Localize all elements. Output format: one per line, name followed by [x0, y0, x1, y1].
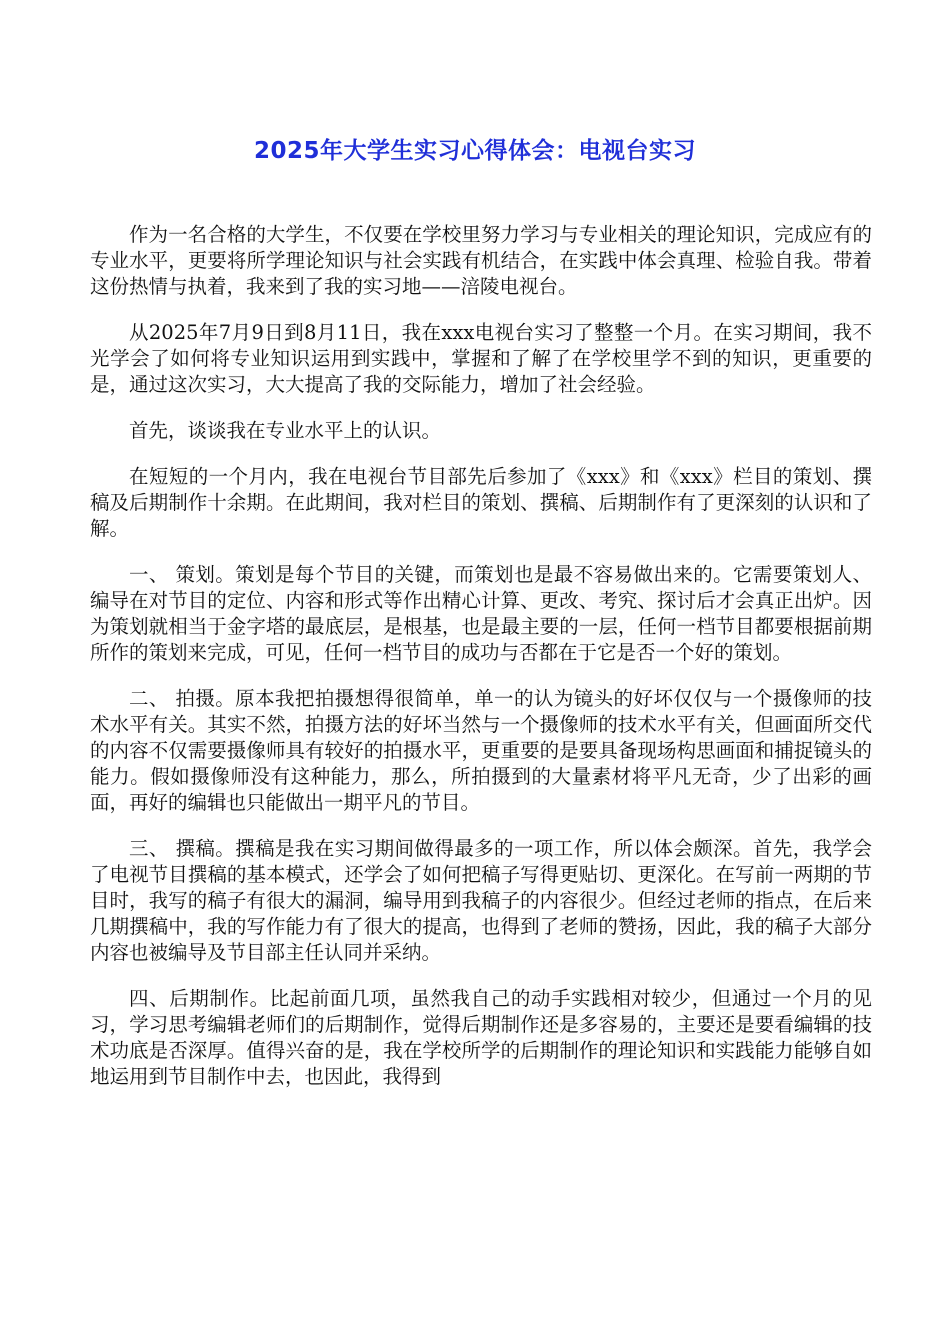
paragraph-intro: 作为一名合格的大学生，不仅要在学校里努力学习与专业相关的理论知识，完成应有的专业水平，更要将所学理论知识与社会实践有机结合，在实践中体会真理、检验自我。带着这份热情与执着，我来到了我的实习地——涪陵电视台。 — [90, 223, 872, 298]
paragraph-first-point: 首先，谈谈我在专业水平上的认识。 — [129, 419, 442, 442]
document-title: 2025年大学生实习心得体会：电视台实习 — [253, 138, 696, 164]
paragraph-internship-period: 从2025年7月9日到8月11日，我在xxx电视台实习了整整一个月。在实习期间，我不光学会了如何将专业知识运用到实践中，掌握和了解了在学校里学不到的知识，更重要的是，通过这次实习，大大提高了我的交际能力，增加了社会经验。 — [90, 321, 872, 396]
paragraph-program-work: 在短短的一个月内，我在电视台节目部先后参加了《xxx》和《xxx》栏目的策划、撰稿及后期制作十余期。在此期间，我对栏目的策划、撰稿、后期制作有了更深刻的认识和了解。 — [90, 465, 872, 540]
document-body — [90, 222, 872, 1110]
paragraph-writing: 三、 撰稿。撰稿是我在实习期间做得最多的一项工作，所以体会颇深。首先，我学会了电视节目撰稿的基本模式，还学会了如何把稿子写得更贴切、更深化。在写前一两期的节目时，我写的稿子有很大的漏洞，编导用到我稿子的内容很少。但经过老师的指点，在后来几期撰稿中，我的写作能力有了很大的提高，也得到了老师的赞扬，因此，我的稿子大部分内容也被编导及节目部主任认同并采纳。 — [90, 837, 872, 964]
paragraph-planning: 一、 策划。策划是每个节目的关键，而策划也是最不容易做出来的。它需要策划人、编导在对节目的定位、内容和形式等作出精心计算、更改、考究、探讨后才会真正出炉。因为策划就相当于金字塔的最底层，是根基，也是最主要的一层，任何一档节目都要根据前期所作的策划来完成，可见，任何一档节目的成功与否都在于它是否一个好的策划。 — [90, 563, 872, 664]
paragraph-post-production: 四、后期制作。比起前面几项，虽然我自己的动手实践相对较少，但通过一个月的见习，学习思考编辑老师们的后期制作，觉得后期制作还是多容易的，主要还是要看编辑的技术功底是否深厚。值得兴奋的是，我在学校所学的后期制作的理论知识和实践能力能够自如地运用到节目制作中去，也因此，我得到 — [90, 987, 872, 1088]
paragraph-filming: 二、 拍摄。原本我把拍摄想得很简单，单一的认为镜头的好坏仅仅与一个摄像师的技术水平有关。其实不然，拍摄方法的好坏当然与一个摄像师的技术水平有关，但画面所交代的内容不仅需要摄像师具有较好的拍摄水平，更重要的是要具备现场构思画面和捕捉镜头的能力。假如摄像师没有这种能力，那么，所拍摄到的大量素材将平凡无奇，少了出彩的画面，再好的编辑也只能做出一期平凡的节目。 — [90, 687, 872, 814]
